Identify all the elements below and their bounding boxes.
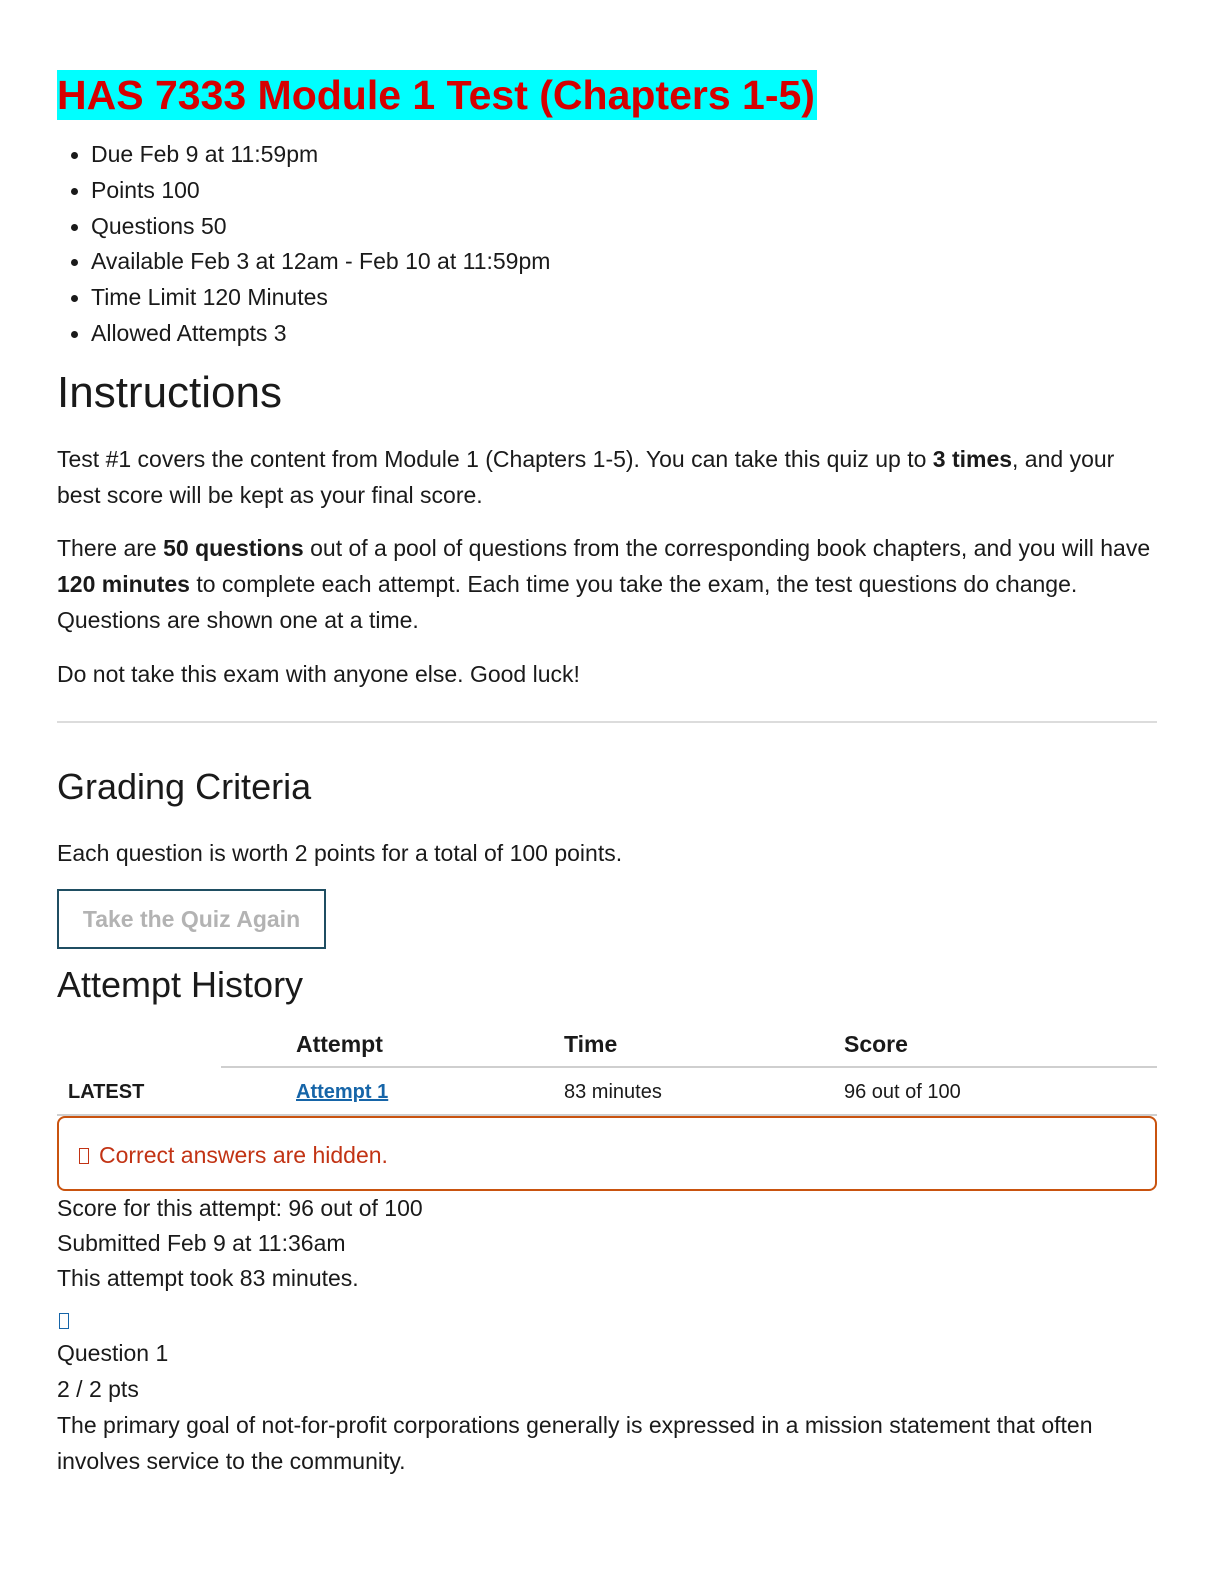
latest-badge: LATEST <box>68 1081 145 1103</box>
question-text: The primary goal of not-for-profit corporations generally is expressed in a mission statement that often involves service to the community. <box>57 1412 1093 1474</box>
attempt-score-cell: 96 out of 100 <box>844 1081 961 1103</box>
p2-text-a: There are <box>57 535 164 561</box>
p1-text-c: , and your best score will be kept as your final score. <box>57 446 1115 508</box>
question-points: 2 / 2 pts <box>57 1376 139 1402</box>
quiz-details-list <box>57 137 550 352</box>
question-1 <box>57 1335 1157 1479</box>
column-header-score: Score <box>844 1031 908 1057</box>
attempt-duration-line: This attempt took 83 minutes. <box>57 1265 359 1291</box>
instructions-paragraph-3: Do not take this exam with anyone else. Good luck! <box>57 661 580 687</box>
correct-answers-hidden-notice <box>57 1116 1157 1191</box>
attempt-1-link[interactable]: Attempt 1 <box>296 1081 389 1103</box>
p1-text-a: Test #1 covers the content from Module 1 (Chapters 1-5). You can take this quiz up to <box>57 446 933 472</box>
p1-bold-attempts: 3 times <box>932 446 1013 472</box>
detail-points: Points 100 <box>57 173 550 209</box>
attempt-history-heading: Attempt History <box>57 964 304 1005</box>
p2-text-c: out of a pool of questions from the corresponding book chapters, and you will have <box>303 535 1151 561</box>
page-title: HAS 7333 Module 1 Test (Chapters 1-5) <box>57 72 815 118</box>
detail-questions: Questions 50 <box>57 209 550 245</box>
attempt-time-cell: 83 minutes <box>564 1081 662 1103</box>
question-flag-icon[interactable] <box>59 1313 69 1329</box>
notice-text: Correct answers are hidden. <box>99 1142 388 1168</box>
attempt-score-line: Score for this attempt: 96 out of 100 <box>57 1195 423 1221</box>
grading-criteria-text: Each question is worth 2 points for a total of 100 points. <box>57 840 623 866</box>
detail-available: Available Feb 3 at 12am - Feb 10 at 11:59pm <box>57 244 550 280</box>
attempt-submitted-line: Submitted Feb 9 at 11:36am <box>57 1230 346 1256</box>
grading-criteria-heading: Grading Criteria <box>57 766 312 807</box>
attempt-history-table <box>57 1022 1157 1116</box>
instructions-paragraph-1 <box>57 441 1157 513</box>
attempt-summary <box>57 1191 1157 1296</box>
section-divider <box>57 721 1157 723</box>
detail-time-limit: Time Limit 120 Minutes <box>57 280 550 316</box>
instructions-heading: Instructions <box>57 368 282 417</box>
detail-allowed-attempts: Allowed Attempts 3 <box>57 316 550 352</box>
warning-icon <box>79 1148 89 1164</box>
table-header-row <box>221 1022 1157 1068</box>
question-label: Question 1 <box>57 1340 169 1366</box>
p2-text-e: to complete each attempt. Each time you take the exam, the test questions do change. Questions are shown one at a time. <box>57 571 1078 633</box>
table-row <box>57 1068 1157 1116</box>
column-header-attempt: Attempt <box>296 1031 383 1057</box>
detail-due: Due Feb 9 at 11:59pm <box>57 137 550 173</box>
p2-bold-minutes: 120 minutes <box>57 571 190 597</box>
p2-bold-questions: 50 questions <box>163 535 304 561</box>
column-header-time: Time <box>564 1031 618 1057</box>
instructions-paragraph-2 <box>57 530 1157 638</box>
take-quiz-again-button[interactable]: Take the Quiz Again <box>57 889 326 949</box>
